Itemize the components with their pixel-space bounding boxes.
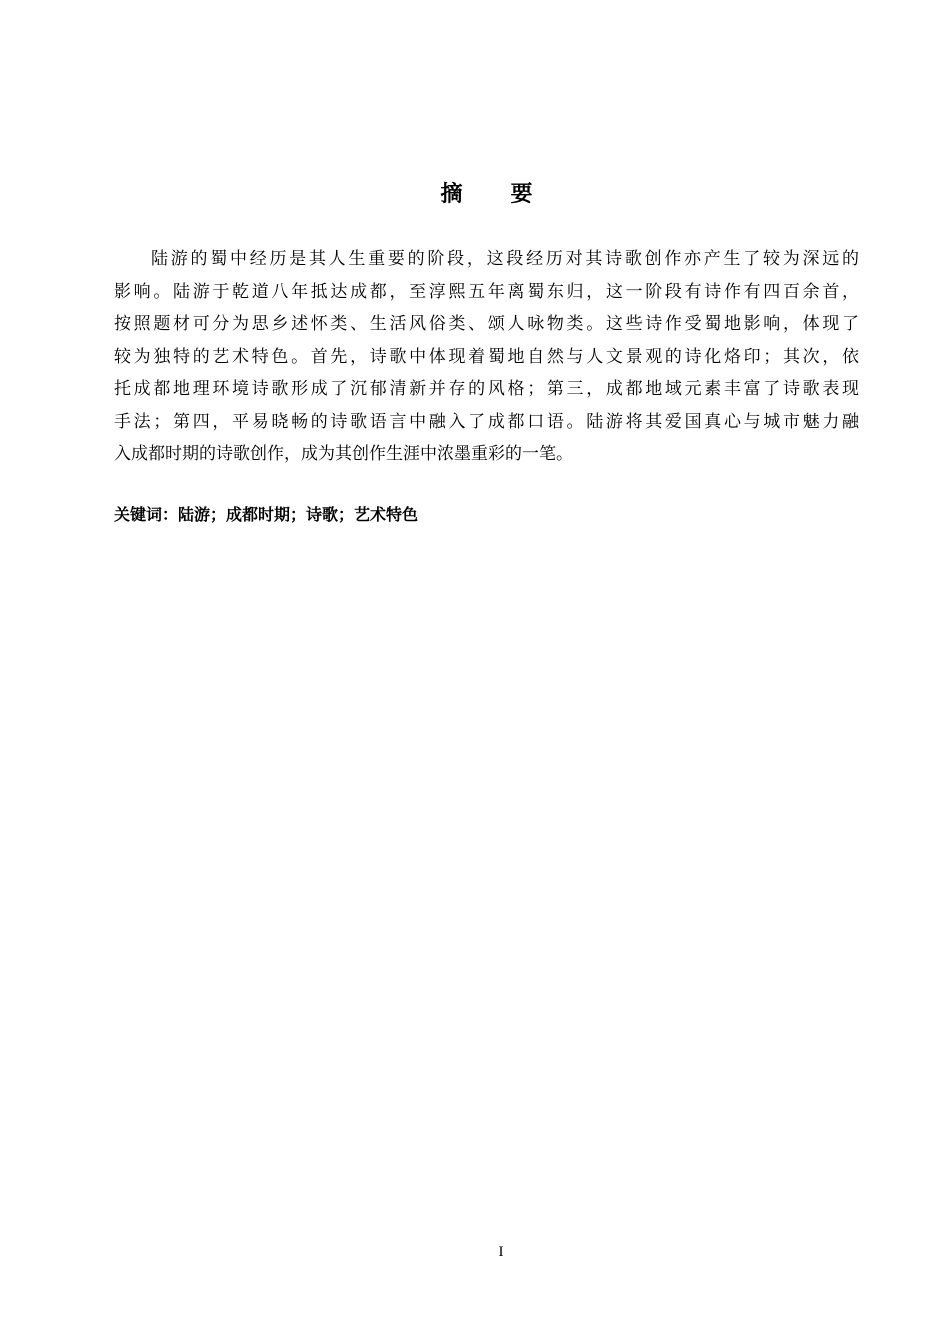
abstract-line-2: 影响。陆游于乾道八年抵达成都，至淳熙五年离蜀东归，这一阶段有诗作有四百余首， <box>114 281 859 302</box>
abstract-line-6: 手法；第四，平易晓畅的诗歌语言中融入了成都口语。陆游将其爱国真心与城市魅力融 <box>114 411 859 432</box>
abstract-heading-char-1: 摘 <box>440 182 465 207</box>
abstract-line-5: 托成都地理环境诗歌形成了沉郁清新并存的风格；第三，成都地域元素丰富了诗歌表现 <box>114 379 859 399</box>
abstract-line-1: 陆游的蜀中经历是其人生重要的阶段，这段经历对其诗歌创作亦产生了较为深远的 <box>151 249 859 269</box>
abstract-line-4: 较为独特的艺术特色。首先，诗歌中体现着蜀地自然与人文景观的诗化烙印；其次，依 <box>114 346 859 367</box>
keywords-line: 关键词：陆游；成都时期；诗歌；艺术特色 <box>114 505 419 524</box>
abstract-heading-char-2: 要 <box>510 182 535 207</box>
abstract-heading <box>0 178 950 212</box>
abstract-body <box>114 243 859 471</box>
page-number: I <box>498 1244 504 1260</box>
abstract-line-3: 按照题材可分为思乡述怀类、生活风俗类、颂人咏物类。这些诗作受蜀地影响，体现了 <box>114 314 859 334</box>
abstract-line-7: 入成都时期的诗歌创作，成为其创作生涯中浓墨重彩的一笔。 <box>114 444 573 464</box>
